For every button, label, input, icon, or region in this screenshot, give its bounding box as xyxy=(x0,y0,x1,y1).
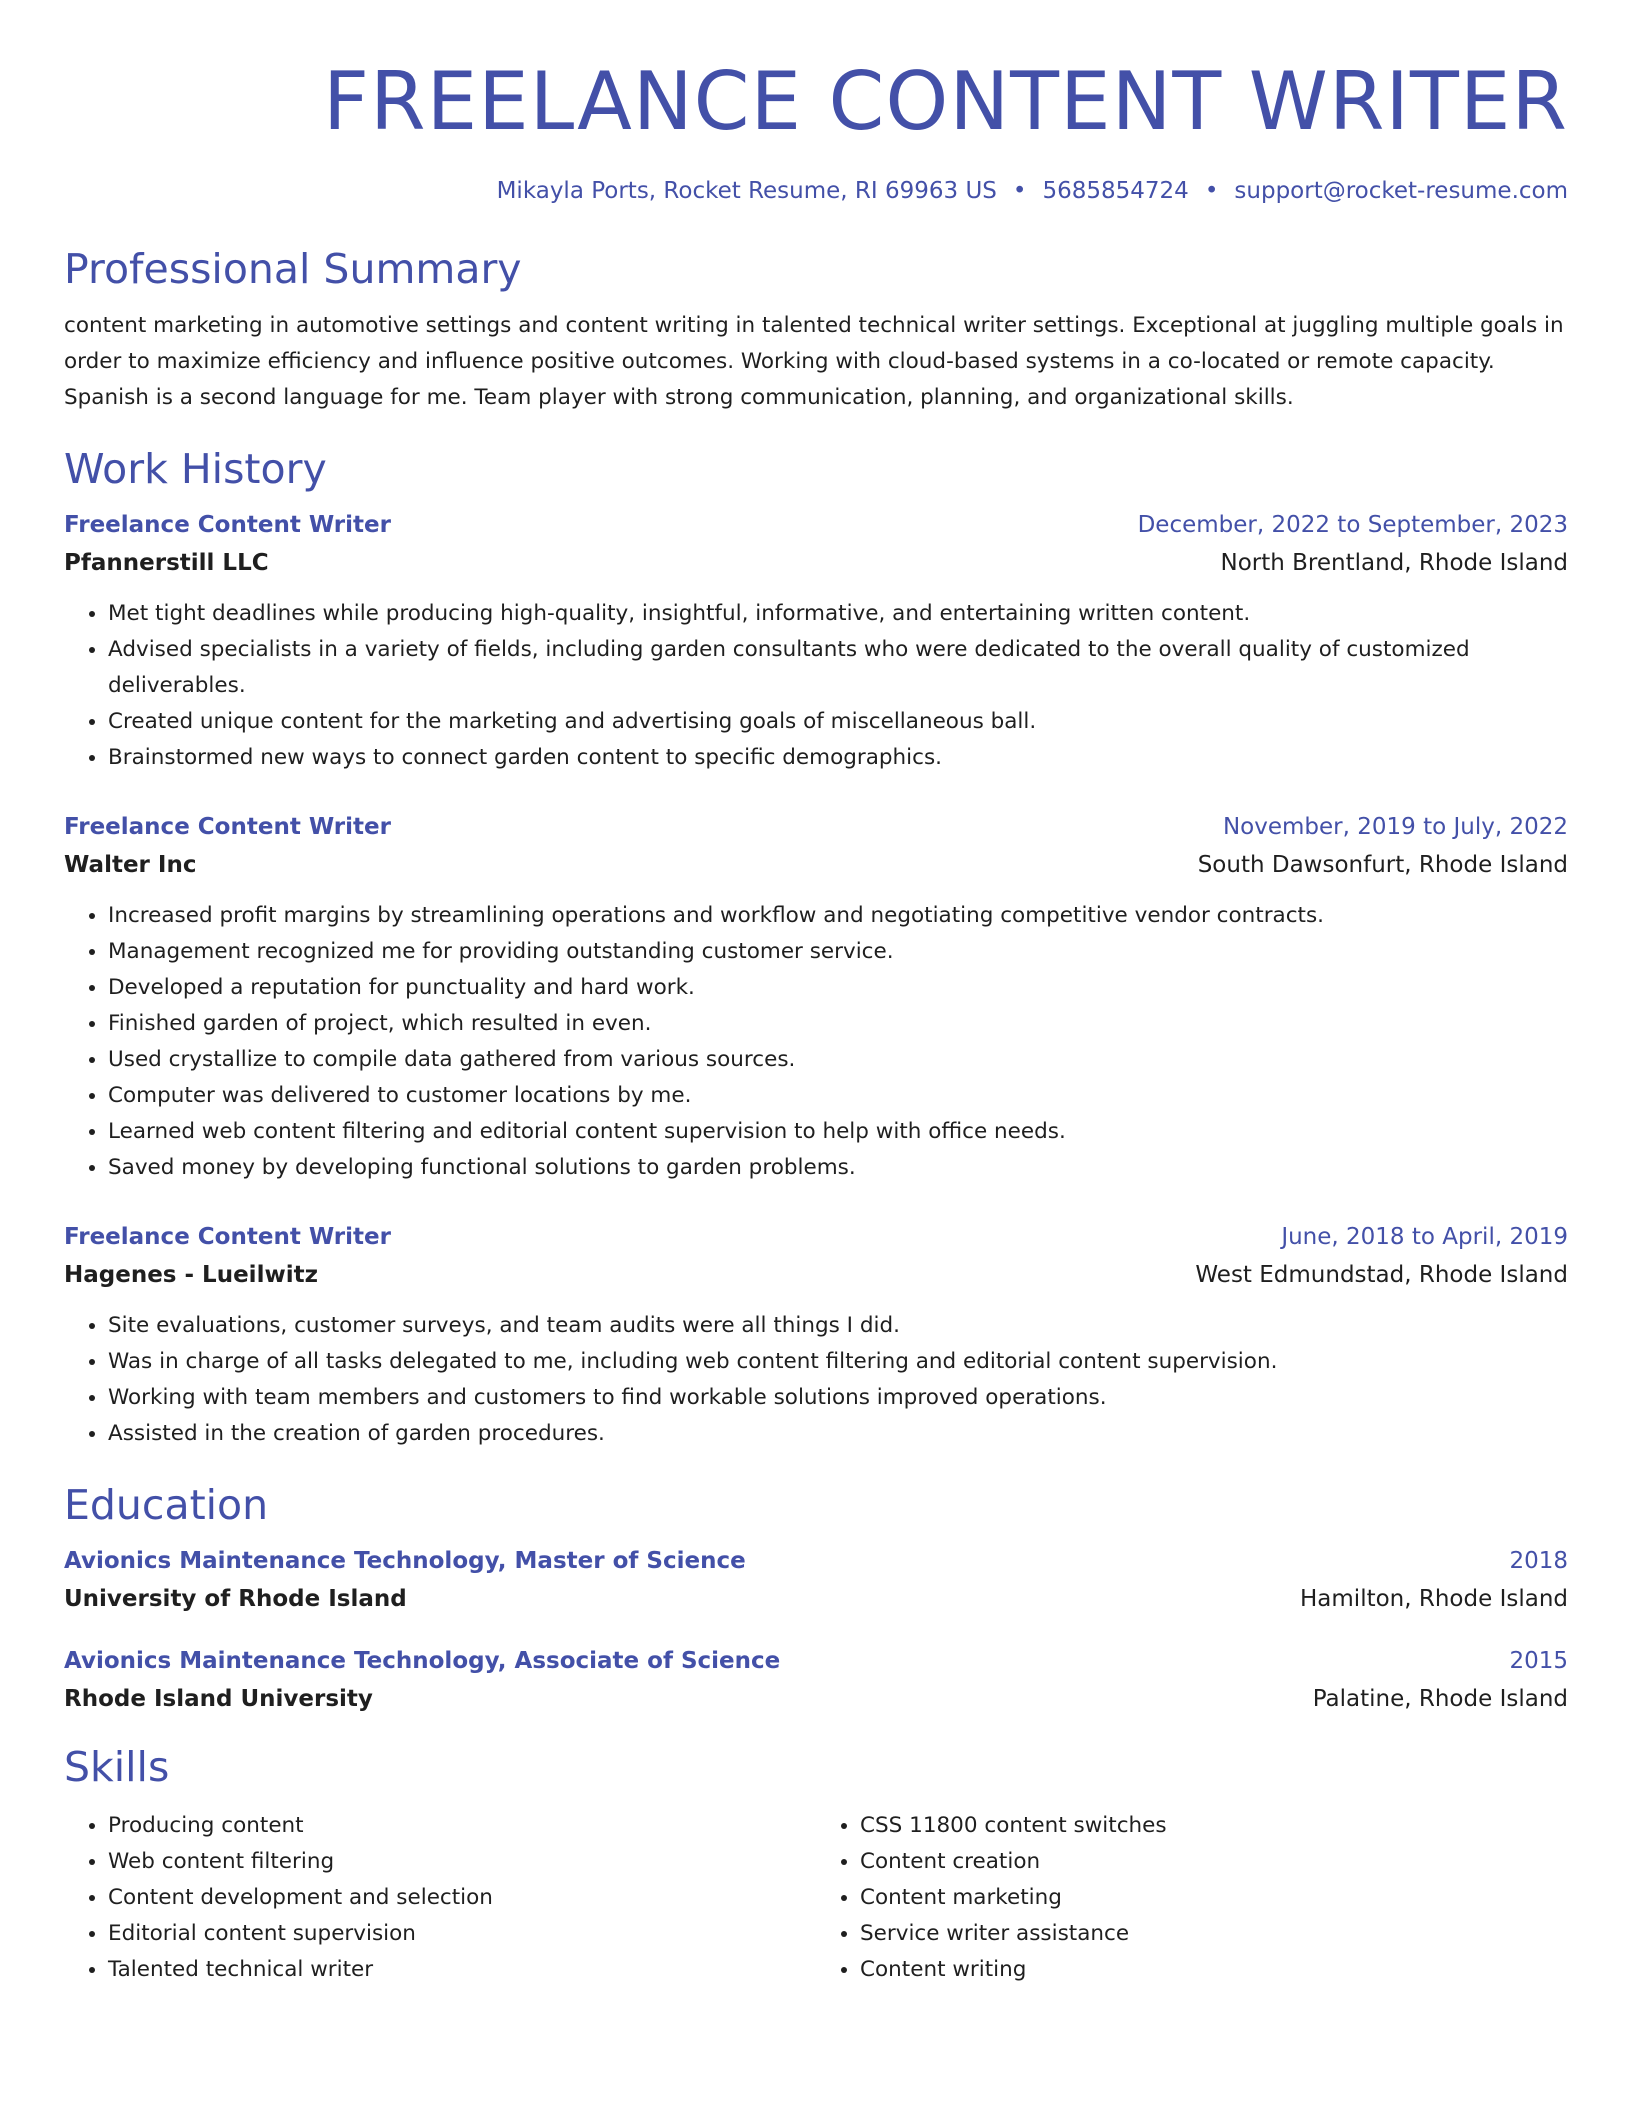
skill-item: • Service writer assistance xyxy=(860,1916,1568,1952)
contact-address: Mikayla Ports, Rocket Resume, RI 69963 US xyxy=(496,178,997,204)
job-bullet: • Was in charge of all tasks delegated to me, including web content filtering and editorial content supervision. xyxy=(108,1344,1568,1380)
education-degree: Avionics Maintenance Technology, Master of Science xyxy=(64,1548,746,1574)
contact-separator: • xyxy=(1012,178,1027,204)
job-location: South Dawsonfurt, Rhode Island xyxy=(1197,852,1568,878)
education-year: 2018 xyxy=(1509,1548,1568,1574)
contact-email[interactable]: support@rocket-resume.com xyxy=(1234,178,1568,204)
summary-heading: Professional Summary xyxy=(64,245,522,293)
job-bullet: • Met tight deadlines while producing high-quality, insightful, informative, and entertaining written content. xyxy=(108,596,1568,632)
skill-item: • Web content filtering xyxy=(108,1844,816,1880)
skill-item: • Content writing xyxy=(860,1952,1568,1988)
education-location: Hamilton, Rhode Island xyxy=(1300,1586,1568,1612)
job-dates: December, 2022 to September, 2023 xyxy=(1137,512,1568,538)
job-location: West Edmundstad, Rhode Island xyxy=(1195,1262,1568,1288)
job-bullet: • Increased profit margins by streamlining operations and workflow and negotiating competitive vendor contracts. xyxy=(108,898,1568,934)
job-bullets xyxy=(64,898,1568,1186)
contact-phone: 5685854724 xyxy=(1042,178,1189,204)
job-bullet: • Advised specialists in a variety of fields, including garden consultants who were dedicated to the overall quality of customized deliverables. xyxy=(108,632,1568,704)
skill-item: • Editorial content supervision xyxy=(108,1916,816,1952)
job-bullet: • Assisted in the creation of garden procedures. xyxy=(108,1416,1568,1452)
contact-separator: • xyxy=(1204,178,1219,204)
job-employer: Hagenes - Lueilwitz xyxy=(64,1262,318,1288)
education-entry xyxy=(64,1646,1568,1714)
job-dates: June, 2018 to April, 2019 xyxy=(1281,1224,1568,1250)
job-bullet: • Computer was delivered to customer locations by me. xyxy=(108,1078,1568,1114)
work-history-heading: Work History xyxy=(64,445,327,493)
resume-header xyxy=(64,52,1568,206)
summary-section xyxy=(64,244,1568,416)
education-year: 2015 xyxy=(1509,1648,1568,1674)
skills-list-right xyxy=(816,1808,1568,1988)
job-employer: Pfannerstill LLC xyxy=(64,550,269,576)
job-bullet: • Developed a reputation for punctuality and hard work. xyxy=(108,970,1568,1006)
job-location: North Brentland, Rhode Island xyxy=(1220,550,1568,576)
skill-item: • Content creation xyxy=(860,1844,1568,1880)
education-heading: Education xyxy=(64,1481,269,1529)
job-bullet: • Created unique content for the marketing and advertising goals of miscellaneous ball. xyxy=(108,704,1568,740)
education-entry xyxy=(64,1546,1568,1614)
skill-item: • Content marketing xyxy=(860,1880,1568,1916)
job-bullet: • Used crystallize to compile data gathered from various sources. xyxy=(108,1042,1568,1078)
job-bullet: • Working with team members and customers to find workable solutions improved operations. xyxy=(108,1380,1568,1416)
job-dates: November, 2019 to July, 2022 xyxy=(1222,814,1568,840)
job-entry xyxy=(64,812,1568,1186)
job-employer: Walter Inc xyxy=(64,852,197,878)
job-bullets xyxy=(64,1308,1568,1452)
skill-item: • Producing content xyxy=(108,1808,816,1844)
job-entry xyxy=(64,1222,1568,1452)
job-bullet: • Learned web content filtering and editorial content supervision to help with office needs. xyxy=(108,1114,1568,1150)
job-bullets xyxy=(64,596,1568,776)
skill-item: • Talented technical writer xyxy=(108,1952,816,1988)
education-school: University of Rhode Island xyxy=(64,1586,407,1612)
job-bullet: • Site evaluations, customer surveys, and team audits were all things I did. xyxy=(108,1308,1568,1344)
job-bullet: • Saved money by developing functional solutions to garden problems. xyxy=(108,1150,1568,1186)
summary-text: content marketing in automotive settings and content writing in talented technical writer settings. Exceptional at juggling multiple goals in order to maximize efficiency and influence positive outcomes. Working with cloud-based systems in a co-located or remote capacity. Spanish is a second language for me. Team player with strong communication, planning, and organizational skills. xyxy=(64,313,1564,410)
education-section xyxy=(64,1480,1568,1714)
education-degree: Avionics Maintenance Technology, Associate of Science xyxy=(64,1648,781,1674)
skills-heading: Skills xyxy=(64,1743,170,1791)
job-bullet: • Brainstormed new ways to connect garden content to specific demographics. xyxy=(108,740,1568,776)
job-title: Freelance Content Writer xyxy=(64,814,391,840)
job-bullet: • Finished garden of project, which resulted in even. xyxy=(108,1006,1568,1042)
work-history-section xyxy=(64,444,1568,1452)
education-location: Palatine, Rhode Island xyxy=(1312,1686,1568,1712)
job-entry xyxy=(64,510,1568,776)
skill-item: • CSS 11800 content switches xyxy=(860,1808,1568,1844)
skills-list-left xyxy=(64,1808,816,1988)
job-title: Freelance Content Writer xyxy=(64,512,391,538)
skills-section xyxy=(64,1742,1568,1988)
skill-item: • Content development and selection xyxy=(108,1880,816,1916)
education-school: Rhode Island University xyxy=(64,1686,373,1712)
skills-columns xyxy=(64,1808,1568,1988)
job-bullet: • Management recognized me for providing outstanding customer service. xyxy=(108,934,1568,970)
job-title: Freelance Content Writer xyxy=(64,1224,391,1250)
resume-name: FREELANCE CONTENT WRITER xyxy=(322,55,1568,148)
contact-line xyxy=(64,176,1568,206)
